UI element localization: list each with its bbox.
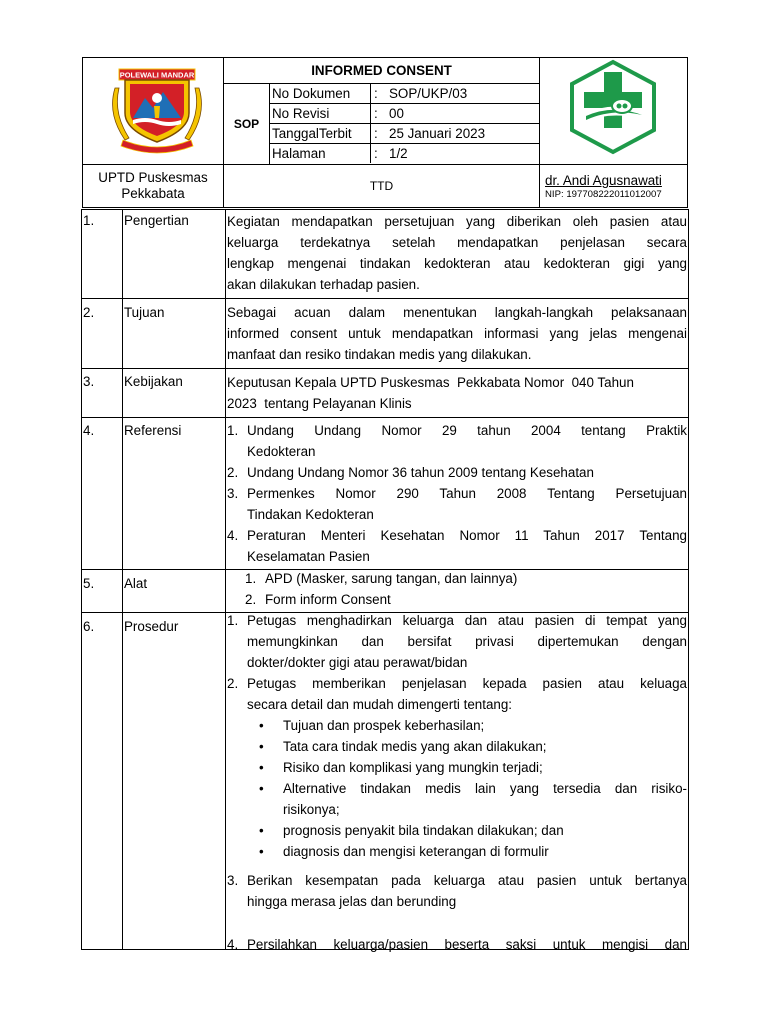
section-label: Referensi (124, 423, 182, 438)
reference-line: Peraturan Menteri Kesehatan Nomor 11 Tahun 2017 Tentang (247, 528, 687, 543)
section-number: 2. (83, 305, 95, 320)
meta-row-document-number (269, 83, 540, 104)
section-label: Tujuan (124, 305, 165, 320)
policy-line: Keputusan Kepala UPTD Puskesmas Pekkabata Nomor 040 Tahun (227, 375, 634, 390)
bullet-glyph: • (259, 760, 264, 775)
meta-divider (370, 84, 371, 103)
signer-name: dr. Andi Agusnawati (545, 173, 662, 188)
organization-line-2: Pekkabata (121, 186, 185, 201)
step-line: hingga merasa jelas dan berunding (247, 894, 457, 909)
meta-label: No Revisi (272, 106, 330, 121)
header-center (223, 57, 540, 165)
reference-number: 1. (227, 423, 239, 438)
purpose-line: informed consent untuk mendapatkan informasi yang jelas mengenai (227, 326, 687, 341)
step-line: memungkinkan dan bersifat privasi dipertemukan dengan (247, 634, 687, 649)
purpose-line: Sebagai acuan dalam menentukan langkah-langkah pelaksanaan (227, 305, 687, 320)
section-number: 6. (83, 619, 95, 634)
step-number: 1. (227, 613, 239, 628)
crest-banner-text: POLEWALI MANDAR (119, 70, 195, 80)
section-number: 1. (83, 213, 95, 228)
table-row-divider (81, 368, 689, 369)
definition-line: Kegiatan mendapatkan persetujuan yang diberikan oleh pasien atau (227, 214, 687, 229)
meta-colon: : (374, 126, 378, 141)
bullet-glyph: • (259, 823, 264, 838)
meta-divider (370, 104, 371, 123)
definition-line: keluarga terdekatnya setelah mendapatkan penjelasan secara (227, 235, 687, 250)
meta-colon: : (374, 146, 378, 161)
meta-divider (370, 124, 371, 143)
step-number: 4. (227, 937, 239, 952)
table-row-divider (81, 417, 689, 418)
equipment-text: Form inform Consent (265, 592, 391, 607)
bullet-line: risikonya; (283, 802, 340, 817)
left-logo-cell (82, 57, 224, 165)
meta-colon: : (374, 106, 378, 121)
bullet-glyph: • (259, 739, 264, 754)
step-line: Petugas menghadirkan keluarga dan atau pasien di tempat yang (247, 613, 687, 628)
step-line: Berikan kesempatan pada keluarga atau pasien untuk bertanya (247, 873, 687, 888)
reference-number: 2. (227, 465, 239, 480)
table-column-divider (225, 209, 226, 950)
section-number: 4. (83, 423, 95, 438)
bullet-line: prognosis penyakit bila tindakan dilakukan; dan (283, 823, 564, 838)
reference-line: Keselamatan Pasien (247, 549, 370, 564)
bullet-line: Risiko dan komplikasi yang mungkin terjadi; (283, 760, 543, 775)
bullet-line: Tujuan dan prospek keberhasilan; (283, 718, 485, 733)
purpose-line: manfaat dan resiko tindakan medis yang dilakukan. (227, 347, 532, 362)
bullet-line: Tata cara tindak medis yang akan dilakukan; (283, 739, 547, 754)
reference-number: 3. (227, 486, 239, 501)
table-border-top (81, 209, 689, 210)
section-label: Prosedur (124, 619, 179, 634)
meta-value: 1/2 (389, 146, 408, 161)
meta-row-revision (269, 103, 540, 124)
reference-line: Undang Undang Nomor 29 tahun 2004 tentang Praktik (247, 423, 687, 438)
meta-divider (370, 144, 371, 163)
organization-cell (82, 164, 224, 208)
table-column-divider (122, 209, 123, 950)
reference-line: Undang Undang Nomor 36 tahun 2009 tentang Kesehatan (247, 465, 594, 480)
organization-line-1: UPTD Puskesmas (98, 170, 208, 185)
definition-line: lengkap mengenai tindakan kedokteran atau kedokteran gigi yang (227, 256, 687, 271)
step-number: 3. (227, 873, 239, 888)
equipment-text: APD (Masker, sarung tangan, dan lainnya) (265, 571, 518, 586)
meta-label: TanggalTerbit (272, 126, 352, 141)
reference-line: Permenkes Nomor 290 Tahun 2008 Tentang Persetujuan (247, 486, 687, 501)
equipment-number: 2. (245, 592, 257, 607)
document-title: INFORMED CONSENT (223, 57, 540, 84)
bullet-line: Alternative tindakan medis lain yang tersedia dan risiko- (283, 781, 687, 796)
table-row-divider (81, 298, 689, 299)
meta-row-issue-date (269, 123, 540, 144)
equipment-number: 1. (245, 571, 257, 586)
regency-crest-icon (83, 58, 223, 164)
puskesmas-cross-icon (540, 58, 687, 164)
step-line: Petugas memberikan penjelasan kepada pasien atau keluaga (247, 676, 687, 691)
step-line: dokter/dokter gigi atau perawat/bidan (247, 655, 468, 670)
meta-value: SOP/UKP/03 (389, 86, 468, 101)
section-number: 3. (83, 374, 95, 389)
reference-line: Kedokteran (247, 444, 316, 459)
bullet-glyph: • (259, 781, 264, 796)
step-number: 2. (227, 676, 239, 691)
definition-line: akan dilakukan terhadap pasien. (227, 277, 420, 292)
bullet-glyph: • (259, 844, 264, 859)
meta-value: 00 (389, 106, 404, 121)
section-label: Kebijakan (124, 374, 183, 389)
table-border-left (81, 209, 82, 950)
section-number: 5. (83, 576, 95, 591)
step-line: Persilahkan keluarga/pasien beserta saksi untuk mengisi dan (247, 937, 687, 952)
step-line: secara detail dan mudah dimengerti tentang: (247, 697, 513, 712)
signer-nip: NIP: 197708222011012007 (545, 189, 662, 200)
section-label: Pengertian (124, 213, 189, 228)
reference-line: Tindakan Kedokteran (247, 507, 374, 522)
right-logo-cell (539, 57, 688, 165)
bullet-line: diagnosis dan mengisi keterangan di formulir (283, 844, 549, 859)
meta-row-page (269, 143, 540, 165)
section-label: Alat (124, 576, 148, 591)
signature-label-cell: TTD (223, 164, 540, 208)
signer-cell (539, 164, 688, 208)
bullet-glyph: • (259, 718, 264, 733)
meta-label: No Dokumen (272, 86, 351, 101)
reference-number: 4. (227, 528, 239, 543)
sop-label: SOP (223, 83, 270, 165)
meta-colon: : (374, 86, 378, 101)
meta-value: 25 Januari 2023 (389, 126, 486, 141)
meta-label: Halaman (272, 146, 326, 161)
policy-line: 2023 tentang Pelayanan Klinis (227, 396, 412, 411)
